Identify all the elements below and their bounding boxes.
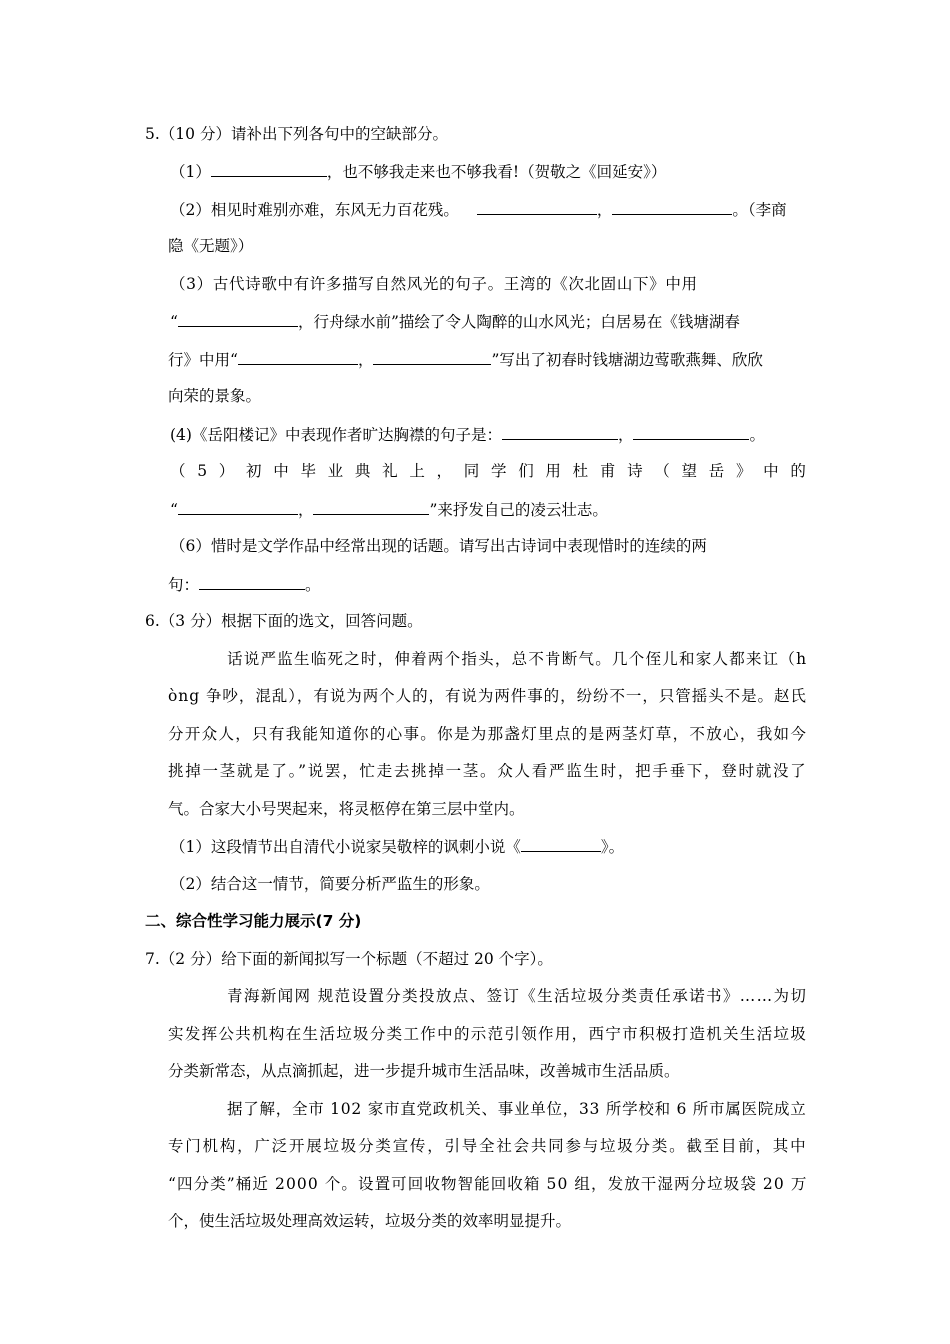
q5-s4 (170, 424, 765, 445)
q5-s5-char: 典 (354, 462, 371, 480)
q5-s1 (170, 161, 666, 182)
q5-s5-l2-post: ”来抒发自己的凌云壮志。 (429, 501, 608, 519)
q5-s2-post: 。（李商 (732, 201, 787, 219)
answer-blank[interactable] (178, 499, 298, 515)
answer-blank[interactable] (521, 836, 601, 852)
q5-s5-char: 业 (327, 462, 344, 480)
answer-blank[interactable] (199, 574, 305, 590)
passage-line: òng 争吵，混乱），有说为两个人的，有说为两件事的，纷纷不一，只管摇头不是。赵氏 (168, 687, 807, 705)
q5-s5-char: 的 (790, 462, 806, 480)
answer-blank[interactable] (238, 349, 358, 365)
q5-title: 5.（10 分）请补出下列各句中的空缺部分。 (145, 125, 448, 143)
passage-line: 话说严监生临死之时，伸着两个指头，总不肯断气。几个侄儿和家人都来讧（h (227, 650, 808, 668)
q5-s5-char: ） (218, 462, 235, 480)
answer-blank[interactable] (502, 424, 618, 440)
q5-s5-char: 们 (518, 462, 534, 480)
q5-s3-l2-post: ，行舟绿水前”描绘了令人陶醉的山水风光；白居易在《钱塘湖春 (297, 313, 740, 331)
q5-s3-line3 (168, 349, 763, 370)
q5-s3-l2-pre: “ (170, 313, 178, 331)
q5-s5-char: 上 (409, 462, 425, 480)
answer-blank[interactable] (633, 424, 749, 440)
q5-s2-line1 (170, 199, 787, 220)
q5-s4-post: 。 (749, 426, 765, 444)
q5-s2-line2: 隐《无题》） (168, 237, 254, 255)
q6-sub2: （2）结合这一情节，简要分析严监生的形象。 (170, 875, 490, 893)
answer-blank[interactable] (612, 199, 732, 215)
passage-line: 挑掉一茎就是了。”说罢，忙走去挑掉一茎。众人看严监生时，把手垂下，登时就没了 (168, 762, 808, 780)
q5-s5-l2-mid: ， (297, 501, 314, 519)
q5-s1-text: ，也不够我走来也不够我看!（贺敬之《回延安》） (326, 163, 667, 181)
q5-s3-l3-mid: ， (357, 351, 374, 369)
q5-s6-line1: （6）惜时是文学作品中经常出现的话题。请写出古诗词中表现惜时的连续的两 (170, 537, 707, 555)
q5-s5-char: 甫 (599, 462, 616, 480)
q5-s5-char: （ (654, 462, 670, 480)
section-title: 二、综合性学习能力展示(7 分) (145, 912, 362, 930)
q6-sub1-post: 》。 (600, 838, 625, 856)
q5-s4-pre: (4)《岳阳楼记》中表现作者旷达胸襟的句子是： (170, 426, 502, 444)
q5-s3-l3-post: ”写出了初春时钱塘湖边莺歌燕舞、欣欣 (491, 351, 763, 369)
q5-s5-char: 5 (197, 462, 208, 480)
answer-blank[interactable] (178, 311, 298, 327)
q5-s5-line2 (170, 499, 608, 520)
q6-sub1-pre: （1）这段情节出自清代小说家吴敬梓的讽刺小说《 (170, 838, 521, 856)
news-line: 分类新常态，从点滴抓起，进一步提升城市生活品味，改善城市生活品质。 (168, 1062, 680, 1080)
q5-s3-line1: （3）古代诗歌中有许多描写自然风光的句子。王湾的《次北固山下》中用 (170, 275, 698, 293)
q5-s6-line2 (168, 574, 321, 595)
q6-title: 6.（3 分）根据下面的选文，回答问题。 (145, 612, 423, 630)
q5-s5-char: 中 (273, 462, 289, 480)
q5-s5-char: 礼 (382, 462, 398, 480)
q5-s2-pre: （2）相见时难别亦难，东风无力百花残。 (170, 201, 459, 219)
news-line: 个，使生活垃圾处理高效运转，垃圾分类的效率明显提升。 (168, 1212, 572, 1230)
q5-s5-char: 望 (681, 462, 698, 480)
q5-s5-char: 》 (735, 462, 752, 480)
q5-s5-char: 中 (763, 462, 779, 480)
q5-s6-l2-post: 。 (305, 576, 321, 594)
q5-s6-l2-pre: 句： (168, 576, 200, 594)
q5-s5-char: 同 (463, 462, 480, 480)
answer-blank[interactable] (373, 349, 491, 365)
news-line: 专门机构，广泛开展垃圾分类宣传，引导全社会共同参与垃圾分类。截至目前，其中 (168, 1137, 808, 1155)
answer-blank[interactable] (477, 199, 597, 215)
q5-s3-line2 (170, 311, 740, 332)
news-line: 实发挥公共机构在生活垃圾分类工作中的示范引领作用，西宁市积极打造机关生活垃圾 (168, 1025, 808, 1043)
q5-s1-num: （1） (170, 163, 211, 181)
q5-s5-line1 (170, 461, 806, 481)
passage-line: 气。合家大小号哭起来，将灵柩停在第三层中堂内。 (168, 800, 525, 818)
news-line: “四分类”桶近 2000 个。设置可回收物智能回收箱 50 组，发放干湿两分垃圾袋 20 万 (168, 1175, 808, 1193)
q5-s3-line4: 向荣的景象。 (168, 387, 262, 405)
passage-line: 分开众人，只有我能知道你的心事。你是为那盏灯里点的是两茎灯草，不放心，我如今 (168, 725, 808, 743)
q5-s4-mid: ， (617, 426, 634, 444)
q5-s5-char: 用 (545, 462, 561, 480)
answer-blank[interactable] (313, 499, 429, 515)
q5-s5-char: ， (436, 462, 453, 480)
q5-s5-char: 学 (490, 462, 507, 480)
q5-s5-l2-pre: “ (170, 501, 178, 519)
answer-blank[interactable] (211, 161, 327, 177)
news-line: 青海新闻网 规范设置分类投放点、签订《生活垃圾分类责任承诺书》……为切 (227, 987, 808, 1005)
q7-title: 7.（2 分）给下面的新闻拟写一个标题（不超过 20 个字）。 (145, 950, 553, 968)
q5-s3-l3-pre: 行》中用“ (168, 351, 238, 369)
q5-s5-char: 杜 (572, 462, 589, 480)
news-line: 据了解，全市 102 家市直党政机关、事业单位，33 所学校和 6 所市属医院成立 (227, 1100, 807, 1118)
q5-s2-mid: ， (596, 201, 613, 219)
q5-s5-char: 岳 (708, 462, 725, 480)
q5-s5-char: （ (170, 462, 186, 480)
q5-s5-char: 初 (246, 462, 262, 480)
q5-s5-char: 诗 (627, 462, 643, 480)
q6-sub1 (170, 836, 624, 857)
q5-s5-char: 毕 (300, 462, 316, 480)
